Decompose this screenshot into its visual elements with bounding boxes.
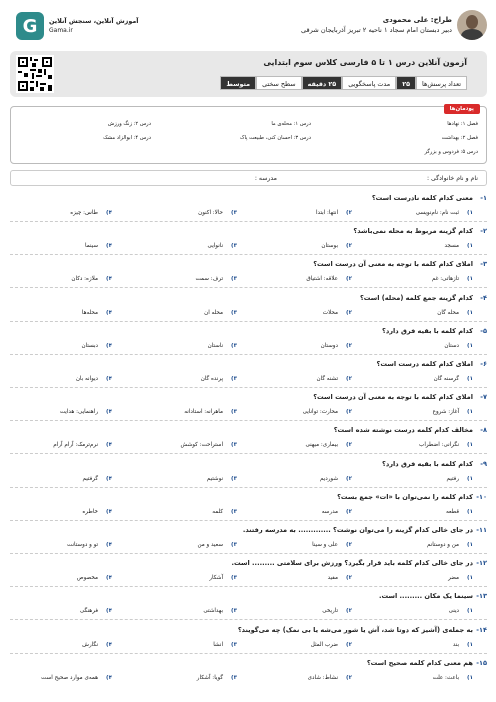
option-text: نگارش — [82, 641, 99, 648]
question-divider — [10, 420, 487, 421]
answer-option[interactable] — [41, 675, 112, 681]
option-text: باعث: علت — [432, 674, 460, 681]
question-divider — [10, 453, 487, 454]
option-number: ۴) — [106, 475, 112, 482]
option-text: نانوایی — [207, 243, 224, 250]
option-number: ۲) — [346, 210, 352, 216]
student-name-label: نام و نام خانوادگی : — [426, 174, 478, 182]
option-text: فرهنگی — [79, 608, 99, 615]
answer-option[interactable] — [204, 310, 237, 316]
option-number: ۴) — [106, 508, 112, 515]
answer-option[interactable] — [203, 608, 237, 614]
option-number: ۳) — [231, 309, 237, 316]
option-text: نرم‌ترمک: آرام آرام — [53, 442, 99, 449]
question-divider — [10, 553, 487, 554]
question-text: کدام گزینه جمع کلمه (محله) است؟ — [359, 293, 473, 302]
option-number: ۱) — [467, 542, 473, 548]
topics-tag: پودمان‌ها — [444, 104, 480, 114]
answer-option[interactable] — [305, 442, 352, 448]
exam-title-box — [10, 51, 487, 97]
question-number: ۸- — [480, 426, 487, 435]
exam-stats — [220, 76, 467, 90]
option-number: ۱) — [467, 475, 473, 482]
answer-option[interactable] — [67, 542, 112, 548]
option-number: ۲) — [346, 442, 352, 449]
option-text: آغاز: شروع — [432, 409, 460, 416]
answer-option[interactable] — [82, 476, 112, 482]
stat-difficulty-value: متوسط — [220, 76, 256, 90]
answer-option[interactable] — [198, 210, 237, 216]
answer-option[interactable] — [306, 276, 352, 282]
topic-item: درس ۱: محله‌ی ما — [271, 121, 311, 127]
answer-option[interactable] — [312, 542, 352, 548]
question-number: ۱۰- — [476, 492, 487, 501]
question-text: کدام کلمه را نمی‌توان با «ات» جمع بست؟ — [337, 492, 473, 501]
answer-option[interactable] — [316, 210, 352, 216]
option-number: ۳) — [231, 575, 237, 582]
answer-option[interactable] — [433, 409, 473, 415]
topic-item: درس ۵: فردوس و بزرگر — [424, 149, 478, 155]
gama-logo-icon: G — [16, 12, 44, 40]
option-number: ۲) — [346, 342, 352, 349]
option-number: ۴) — [106, 442, 112, 449]
author-block — [301, 10, 487, 40]
answer-option[interactable] — [208, 243, 237, 249]
option-text: دستان — [444, 342, 460, 349]
exam-title: آزمون آنلاین درس ۱ تا ۵ فارسی کلاس سوم ابتدایی — [263, 58, 467, 67]
answer-option[interactable] — [82, 642, 112, 648]
question-divider — [10, 586, 487, 587]
option-text: حالا: اکنون — [198, 210, 224, 216]
option-number: ۱) — [467, 575, 473, 582]
option-number: ۱) — [467, 674, 473, 681]
option-text: محله‌ها — [81, 309, 99, 316]
option-text: نوشتیم — [206, 475, 224, 482]
answer-option[interactable] — [311, 642, 352, 648]
question-divider — [10, 221, 487, 222]
question-text: مخالف کدام کلمه درست نوشته شده است؟ — [333, 426, 473, 435]
question-text: سینما یک مکان ......... است. — [379, 592, 473, 601]
option-text: دینی — [448, 608, 460, 615]
answer-option[interactable] — [416, 210, 473, 216]
option-text: دبستان — [81, 342, 99, 349]
option-text: رفتیم — [446, 475, 460, 482]
question-number: ۲- — [480, 227, 487, 236]
question-number: ۱۳- — [476, 592, 487, 601]
answer-option[interactable] — [447, 476, 473, 482]
question-text: کدام کلمه با بقیه فرق دارد؟ — [382, 326, 473, 335]
answer-option[interactable] — [201, 376, 237, 382]
answer-option[interactable] — [303, 409, 352, 415]
answer-option[interactable] — [322, 608, 352, 614]
option-number: ۴) — [106, 243, 112, 250]
option-text: تازهاتی: غم — [431, 276, 460, 283]
option-text: بهداشتی — [203, 608, 224, 615]
page-header — [10, 8, 487, 46]
answer-option[interactable] — [432, 276, 473, 282]
answer-option[interactable] — [209, 575, 237, 581]
option-text: پرنده گان — [200, 376, 224, 382]
page — [10, 8, 487, 692]
answer-option[interactable] — [212, 509, 237, 515]
answer-option[interactable] — [82, 310, 112, 316]
answer-option[interactable] — [213, 642, 237, 648]
question-divider — [10, 487, 487, 488]
stat-duration-value: ۲۵ دقیقه — [302, 76, 343, 90]
author-name: طراح: علی محمودی — [382, 16, 452, 24]
option-number: ۲) — [346, 376, 352, 382]
answer-option[interactable] — [419, 442, 473, 448]
question-text: کدام کلمه با بقیه فرق دارد؟ — [382, 459, 473, 468]
question-number: ۹- — [480, 459, 487, 468]
option-number: ۱) — [467, 276, 473, 283]
option-text: ملازه: دکان — [71, 276, 99, 283]
option-text: استراحت: کوشش — [180, 442, 224, 449]
topic-item: درس ۳: احسان کنی، طبیعت پاک — [239, 135, 311, 141]
option-text: قطعه — [446, 508, 460, 515]
option-number: ۳) — [231, 674, 237, 681]
option-number: ۴) — [106, 309, 112, 316]
answer-option[interactable] — [53, 442, 112, 448]
answer-option[interactable] — [434, 376, 473, 382]
answer-option[interactable] — [208, 343, 237, 349]
option-number: ۲) — [346, 508, 352, 515]
option-text: سینما — [85, 243, 99, 250]
answer-option[interactable] — [197, 542, 237, 548]
option-text: انشا — [213, 641, 224, 648]
answer-option[interactable] — [180, 442, 237, 448]
option-number: ۱) — [467, 210, 473, 216]
option-number: ۳) — [231, 376, 237, 382]
option-number: ۲) — [346, 542, 352, 548]
answer-option[interactable] — [453, 642, 473, 648]
option-number: ۱) — [467, 409, 473, 416]
option-text: انتها: ابتدا — [315, 210, 339, 216]
option-text: مضر — [448, 575, 460, 582]
option-text: علاقه: اشتیاق — [306, 276, 339, 283]
brand-text — [49, 17, 138, 35]
option-number: ۴) — [106, 608, 112, 615]
question-text: معنی کدام کلمه نادرست است؟ — [371, 194, 473, 202]
option-number: ۳) — [231, 243, 237, 250]
brand-block[interactable] — [16, 12, 138, 40]
answer-option[interactable] — [433, 675, 473, 681]
option-text: ماهرانه: استادانه — [184, 409, 224, 416]
question-text: در جای خالی کدام کلمه باید قرار بگیرد؟ ورزش برای سلامتی ......... است. — [231, 559, 473, 568]
option-number: ۴) — [106, 342, 112, 349]
option-text: علی و سینا — [312, 542, 339, 548]
option-text: کلمه — [212, 508, 224, 515]
option-number: ۳) — [231, 210, 237, 216]
answer-option[interactable] — [82, 509, 112, 515]
question-number: ۱۱- — [476, 526, 487, 534]
option-number: ۱) — [467, 376, 473, 382]
option-number: ۱) — [467, 309, 473, 316]
option-text: محلات — [322, 309, 339, 316]
option-number: ۳) — [231, 409, 237, 416]
answer-option[interactable] — [320, 476, 352, 482]
option-text: بوستان — [321, 243, 339, 250]
option-number: ۴) — [106, 376, 112, 382]
question-text: املای کدام کلمه با توجه به معنی آن درست است؟ — [313, 393, 473, 402]
answer-option[interactable] — [321, 243, 352, 249]
option-text: تشنه گان — [316, 376, 339, 382]
stat-difficulty-label: سطح سختی — [256, 76, 302, 90]
option-number: ۴) — [106, 210, 112, 216]
option-text: محارت: توانایی — [302, 409, 339, 416]
answer-option[interactable] — [448, 575, 473, 581]
answer-option[interactable] — [184, 409, 237, 415]
option-text: ضرب المثل — [310, 641, 339, 648]
option-text: طاس: چیزه — [70, 210, 99, 216]
option-text: تو و دوستانت — [66, 542, 99, 548]
question-divider — [10, 653, 487, 654]
question-divider — [10, 387, 487, 388]
question-divider — [10, 287, 487, 288]
option-text: ترف: سمت — [195, 276, 224, 283]
answer-option[interactable] — [437, 310, 473, 316]
answer-option[interactable] — [444, 243, 473, 249]
option-text: مدرسه — [321, 508, 339, 515]
answer-option[interactable] — [323, 310, 352, 316]
option-text: بند — [452, 641, 460, 648]
answer-option[interactable] — [85, 243, 112, 249]
answer-option[interactable] — [60, 409, 112, 415]
option-text: دیوانه بان — [75, 376, 99, 382]
question-number: ۶- — [480, 360, 487, 368]
answer-option[interactable] — [308, 675, 352, 681]
option-text: محله ان — [204, 309, 224, 316]
option-text: مسجد — [444, 243, 460, 250]
question-divider — [10, 619, 487, 620]
question-list — [10, 194, 487, 692]
answer-option[interactable] — [81, 343, 112, 349]
answer-option[interactable] — [197, 675, 237, 681]
qr-code-icon[interactable] — [16, 55, 54, 93]
answer-option[interactable] — [427, 542, 473, 548]
option-number: ۳) — [231, 508, 237, 515]
question-text: املای کدام کلمه درست است؟ — [376, 360, 473, 368]
question-number: ۱۵- — [476, 658, 487, 667]
question-text: به جمله‌ی (آشیز که دوتا شد، آش یا شور می‌شه یا بی نمک) چه می‌گویند؟ — [237, 625, 473, 634]
answer-option[interactable] — [77, 575, 112, 581]
option-number: ۲) — [346, 674, 352, 681]
answer-option[interactable] — [322, 509, 352, 515]
option-number: ۳) — [231, 342, 237, 349]
option-number: ۲) — [346, 276, 352, 283]
answer-option[interactable] — [71, 276, 112, 282]
option-text: مفید — [327, 575, 339, 582]
topics-box — [10, 106, 487, 164]
option-text: همه‌ی موارد صحیح است — [41, 674, 99, 681]
brand-name: آموزش آنلاین، سنجش آنلاین — [49, 17, 139, 25]
option-text: من و دوستانم — [426, 542, 460, 548]
option-text: ثبت نام: نام‌نویسی — [415, 210, 460, 216]
option-text: مخصوص — [76, 575, 99, 582]
question-number: ۳- — [480, 260, 487, 269]
option-number: ۴) — [106, 276, 112, 283]
option-number: ۲) — [346, 243, 352, 250]
author-avatar — [457, 10, 487, 40]
option-text: گرسنه گان — [433, 376, 460, 382]
option-number: ۴) — [106, 641, 112, 648]
option-number: ۱) — [467, 342, 473, 349]
question-divider — [10, 254, 487, 255]
option-text: گویا: آشکار — [196, 674, 224, 681]
option-text: ناستان — [207, 342, 224, 349]
option-number: ۲) — [346, 641, 352, 648]
answer-option[interactable] — [70, 210, 112, 216]
answer-option[interactable] — [444, 343, 473, 349]
option-number: ۴) — [106, 542, 112, 548]
topic-item: درس ۲: زنگ ورزش — [107, 121, 151, 127]
option-number: ۴) — [106, 409, 112, 416]
option-text: نشاط: شادی — [307, 674, 339, 681]
option-number: ۲) — [346, 475, 352, 482]
option-text: محله گان — [437, 309, 460, 316]
option-text: بیماری: میهنی — [305, 442, 339, 449]
option-number: ۱) — [467, 243, 473, 250]
author-description: دبیر دبستان امام سجاد ۱ ناحیه ۲ تبریز آذربایجان شرقی — [301, 26, 452, 34]
question-divider — [10, 354, 487, 355]
question-text: کدام گزینه مربوط به محله نمی‌باشد؟ — [353, 227, 473, 236]
stat-questions-value: ۲۵ — [396, 76, 416, 90]
question-divider — [10, 321, 487, 322]
option-text: گرفتیم — [82, 475, 99, 482]
option-text: شوردیم — [319, 475, 339, 482]
option-number: ۳) — [231, 542, 237, 548]
option-number: ۳) — [231, 608, 237, 615]
answer-option[interactable] — [195, 276, 237, 282]
answer-option[interactable] — [328, 575, 352, 581]
option-text: خاطره — [82, 508, 99, 515]
option-number: ۴) — [106, 575, 112, 582]
stat-duration-label: مدت پاسخگویی — [342, 76, 396, 90]
question-divider — [10, 520, 487, 521]
question-number: ۷- — [480, 393, 487, 402]
option-number: ۱) — [467, 508, 473, 515]
student-info-line — [10, 170, 487, 186]
brand-url[interactable]: Gama.ir — [49, 27, 73, 34]
topic-item: فصل ۲: بهداشت — [441, 135, 478, 141]
option-number: ۲) — [346, 575, 352, 582]
question-number: ۴- — [480, 293, 487, 302]
option-text: آشکار — [209, 575, 224, 582]
option-number: ۱) — [467, 641, 473, 648]
option-number: ۲) — [346, 608, 352, 615]
option-text: دوستان — [320, 342, 339, 349]
topic-item: فصل ۱: نهادها — [447, 121, 478, 127]
option-number: ۴) — [106, 674, 112, 681]
answer-option[interactable] — [76, 376, 112, 382]
option-text: نگرانی: اضطراب — [419, 442, 460, 449]
option-number: ۳) — [231, 442, 237, 449]
option-text: تاریخی — [322, 608, 339, 615]
answer-option[interactable] — [321, 343, 352, 349]
school-label: مدرسه : — [254, 174, 277, 182]
question-text: املای کدام کلمه با توجه به معنی آن درست است؟ — [313, 260, 473, 269]
option-number: ۲) — [346, 409, 352, 416]
question-text: هم معنی کدام کلمه صحیح است؟ — [366, 658, 473, 667]
question-number: ۱- — [480, 194, 487, 202]
answer-option[interactable] — [207, 476, 237, 482]
author-text — [301, 15, 452, 35]
question-number: ۵- — [480, 326, 487, 335]
answer-option[interactable] — [80, 608, 112, 614]
option-number: ۱) — [467, 608, 473, 615]
stat-questions-label: تعداد پرسش‌ها — [416, 76, 467, 90]
option-text: راهنمایی: هدایت — [59, 409, 99, 416]
question-text: در جای خالی کدام گزینه را می‌توان نوشت؟ ............. به مدرسه رفتند. — [242, 526, 473, 534]
question-number: ۱۴- — [476, 625, 487, 634]
answer-option[interactable] — [317, 376, 352, 382]
option-number: ۲) — [346, 309, 352, 316]
answer-option[interactable] — [446, 509, 473, 515]
option-number: ۳) — [231, 641, 237, 648]
question-number: ۱۲- — [476, 559, 487, 568]
option-number: ۱) — [467, 442, 473, 449]
topic-item: درس ۴: ابوالزاد مشک — [103, 135, 151, 141]
option-number: ۳) — [231, 475, 237, 482]
option-number: ۳) — [231, 276, 237, 283]
answer-option[interactable] — [449, 608, 473, 614]
option-text: سعید و من — [197, 542, 224, 548]
